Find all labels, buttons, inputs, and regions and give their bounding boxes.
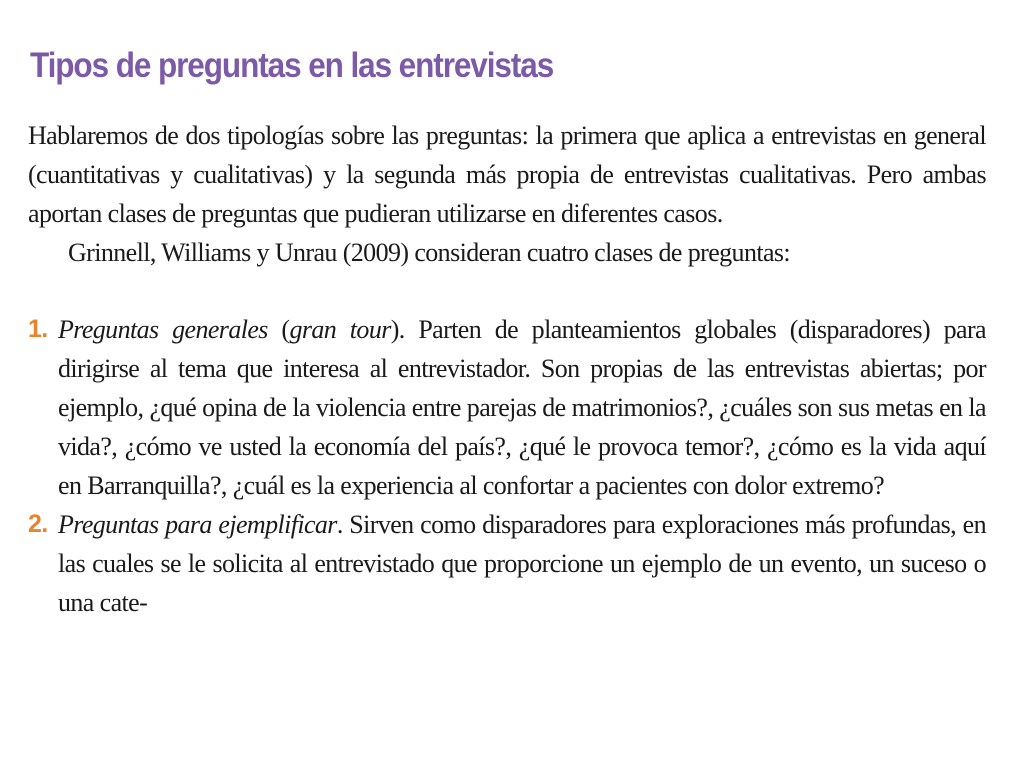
list-item	[28, 310, 986, 505]
list-item-text: . Sirven como disparadores para exploraciones más profundas, en las cuales se le solicita al entrevistado que proporcione un ejemplo de un evento, un suceso o una cate-	[58, 510, 987, 617]
list-item-term-paren: gran tour	[289, 315, 391, 344]
list-item-term: Preguntas generales	[58, 315, 268, 344]
list-item-number: 1.	[28, 315, 48, 343]
list-item-number: 2.	[28, 510, 48, 538]
list-item	[28, 505, 986, 622]
list-item-text: ). Parten de planteamientos globales (disparadores) para dirigirse al tema que interesa al entrevistador. Son propias de las entrevistas abiertas; por ejemplo, ¿qué opina de la violencia entre parejas de matrimonios?, ¿cuáles son sus metas en la vida?, ¿cómo ve usted la economía del país?, ¿qué le provoca temor?, ¿cómo es la vida aquí en Barranquilla?, ¿cuál es la experiencia al confortar a pacientes con dolor extremo?	[58, 315, 986, 500]
list-item-paren: (	[267, 315, 290, 344]
intro-paragraph-2: Grinnell, Williams y Unrau (2009) consideran cuatro clases de preguntas:	[68, 238, 791, 267]
section-heading: Tipos de preguntas en las entrevistas	[30, 46, 554, 85]
intro-paragraph: Hablaremos de dos tipologías sobre las preguntas: la primera que aplica a entrevistas en general (cuantitativas y cualitativas) y la segunda más propia de entrevistas cualitativas. Pero ambas aportan clases de preguntas que pudieran utilizarse en diferentes casos.	[28, 121, 986, 228]
question-types-list	[28, 310, 986, 622]
list-item-term: Preguntas para ejemplificar	[58, 510, 337, 539]
